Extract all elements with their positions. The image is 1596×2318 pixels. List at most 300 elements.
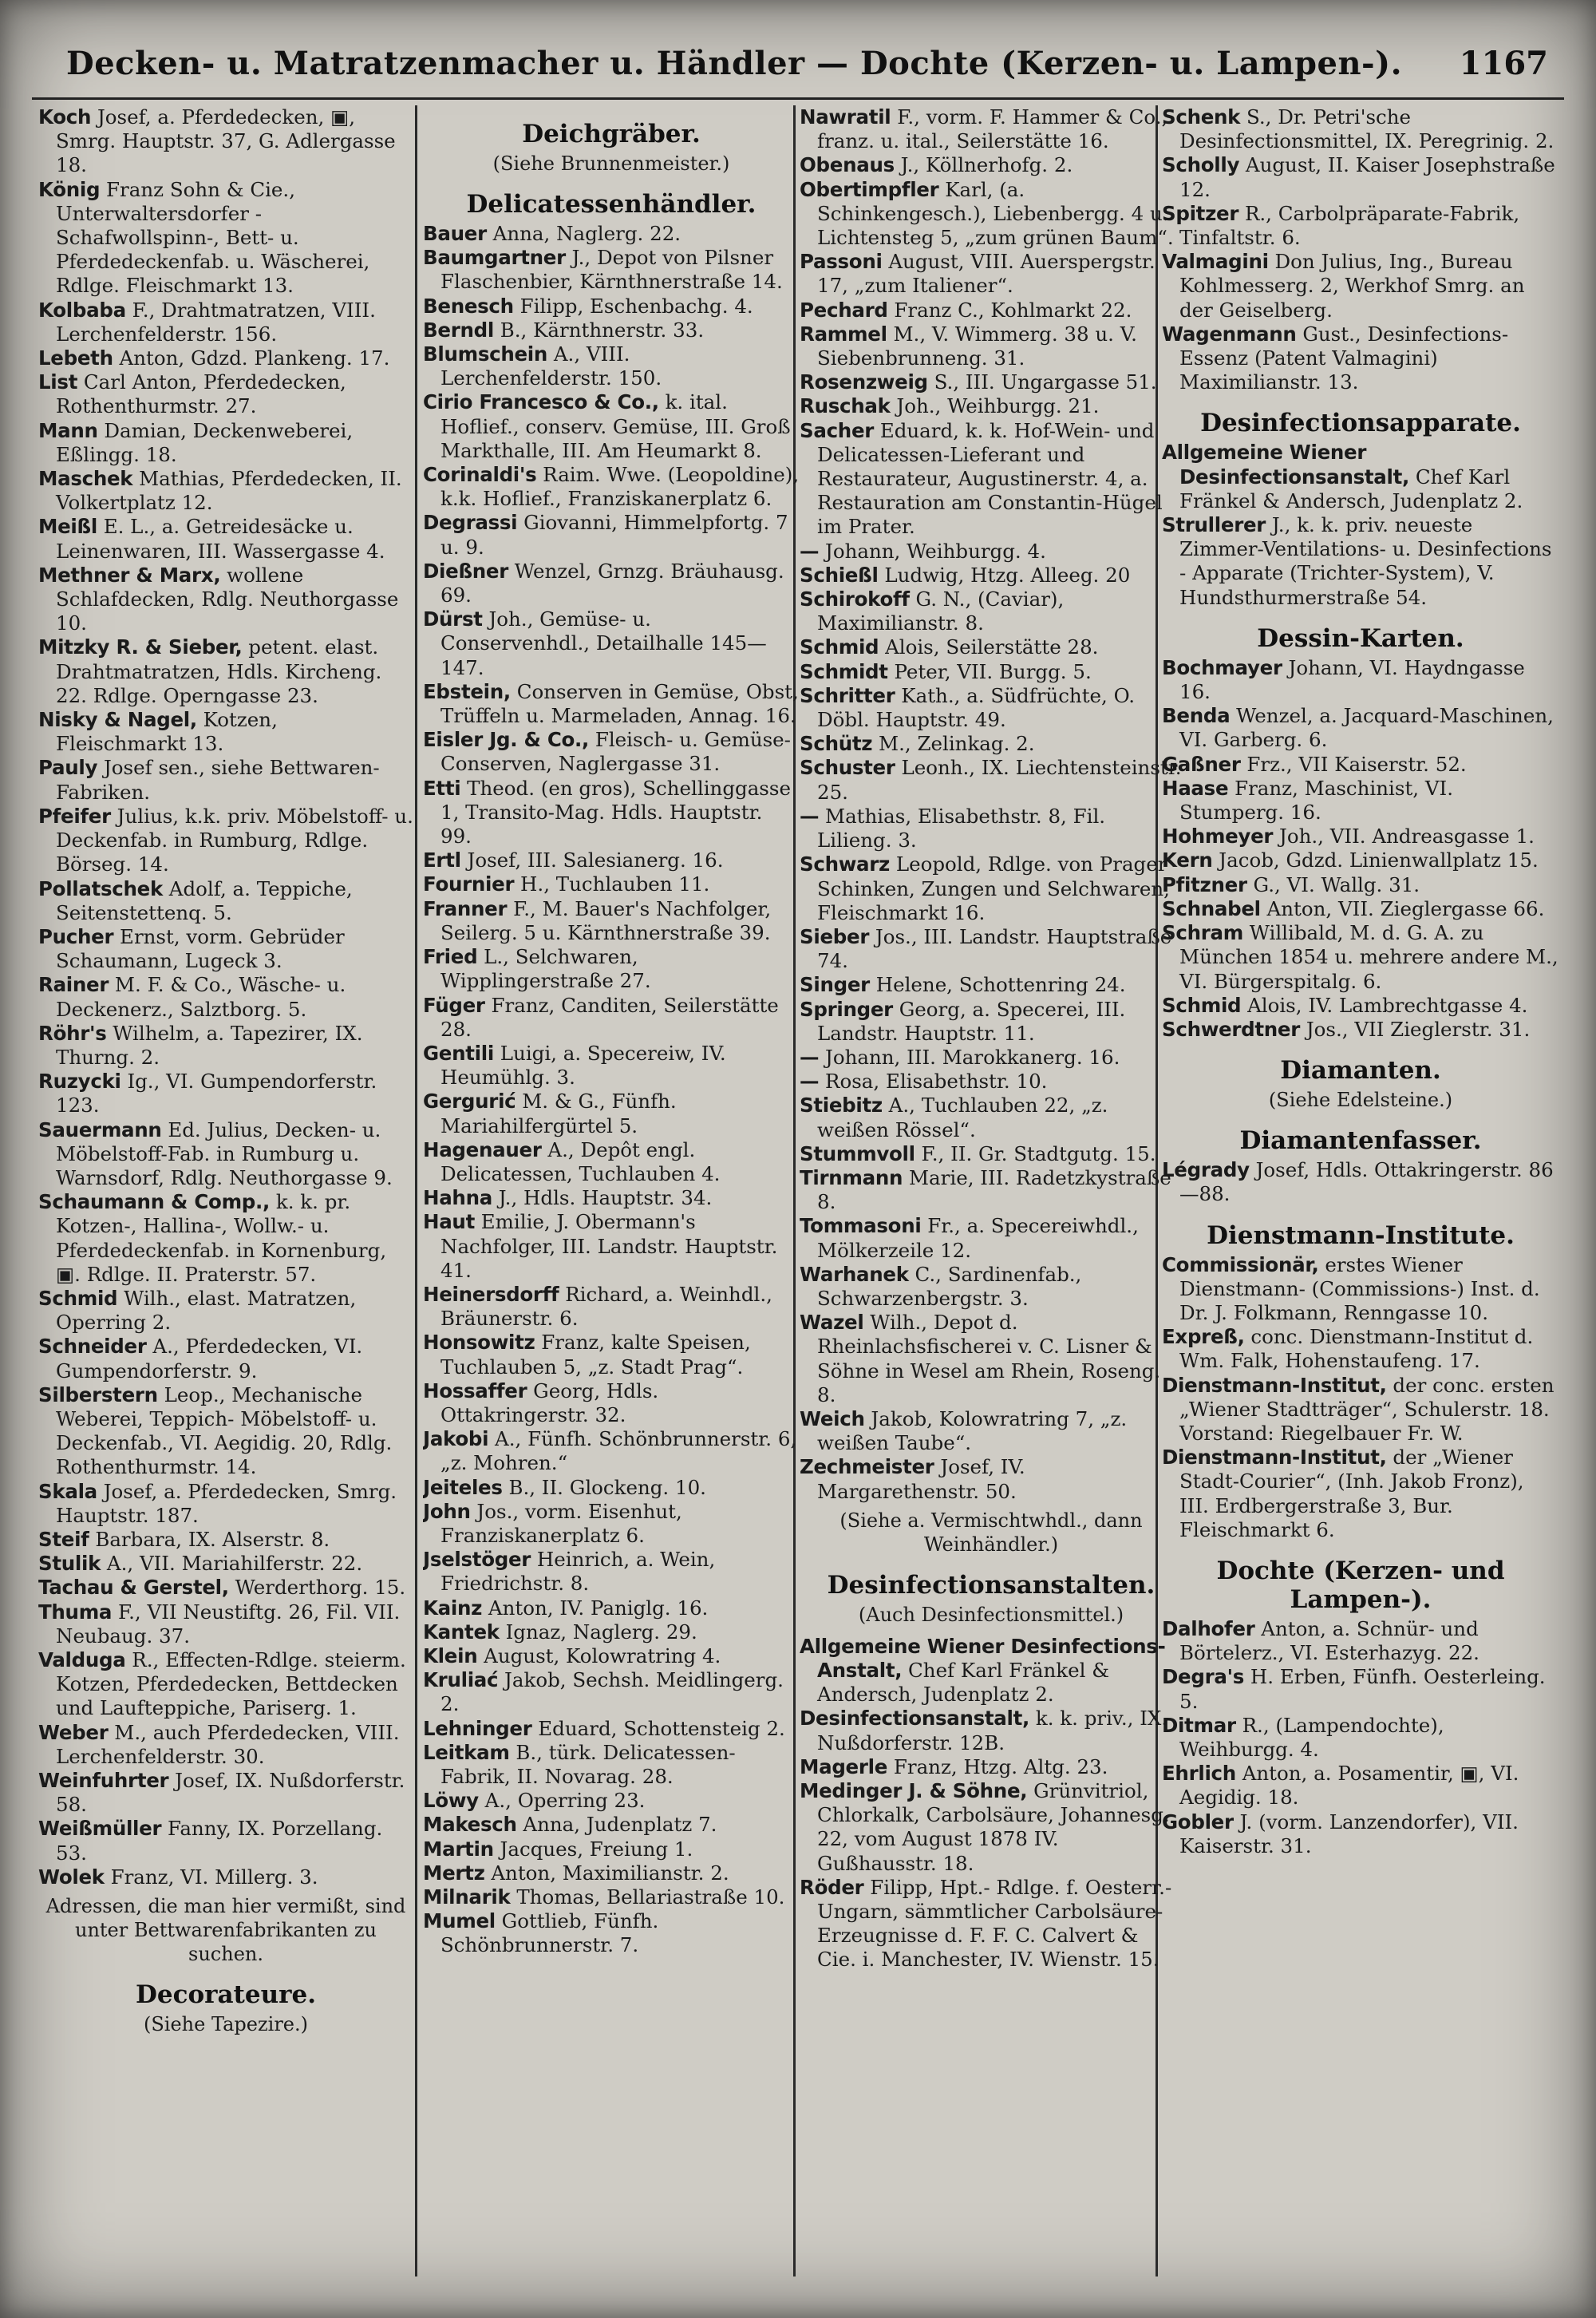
entry-name: Schuster xyxy=(800,756,895,780)
entry-name: Gergurić xyxy=(423,1090,516,1114)
entry-name: Schaumann & Comp., xyxy=(38,1190,271,1214)
entry-name: Ditmar xyxy=(1162,1713,1236,1737)
directory-note: Adressen, die man hier vermißt, sind unter Bettwarenfabrikanten zu suchen. xyxy=(45,1895,406,1966)
directory-entry xyxy=(38,1648,413,1721)
entry-details: Wilhelm, a. Tapezirer, IX. Thurng. 2. xyxy=(56,1021,363,1069)
entry-name: Weich xyxy=(800,1406,865,1430)
entry-name: Allgemeine Wiener Desinfectionsanstalt, xyxy=(1162,441,1410,489)
entry-name: Fried xyxy=(423,945,478,969)
entry-name: Wazel xyxy=(800,1311,864,1335)
entry-details: Anton, IV. Paniglg. 16. xyxy=(482,1596,709,1620)
entry-name: Berndl xyxy=(423,318,494,342)
entry-details: Alois, Seilerstätte 28. xyxy=(879,635,1099,659)
entry-name: Nisky & Nagel, xyxy=(38,708,197,732)
entry-details: Julius, k.k. priv. Möbelstoff- u. Deckenfab. in Rumburg, Rdlge. Börseg. 14. xyxy=(56,804,413,876)
section-heading: Diamanten. xyxy=(1280,1056,1441,1086)
entry-details: J., k. k. priv. neueste Zimmer-Ventilations- u. Desinfections - Apparate (Trichter-System), V. Hundsthurmerstraße 54. xyxy=(1179,513,1552,609)
entry-details: F., M. Bauer's Nachfolger, Seilerg. 5 u. Kärnthnerstraße 39. xyxy=(440,896,772,944)
entry-details: August, VIII. Auerspergstr. 17, „zum Italiener“. xyxy=(817,250,1156,298)
directory-note: (Siehe a. Vermischtwhdl., dann Weinhändler.) xyxy=(839,1509,1143,1556)
entry-details: Wenzel, Grnzg. Bräuhausg. 69. xyxy=(440,559,784,607)
directory-entry xyxy=(1162,656,1559,704)
directory-entry xyxy=(800,105,1183,153)
entry-details: A., Operring 23. xyxy=(478,1789,646,1813)
entry-name: Jselstöger xyxy=(423,1548,531,1572)
directory-entry xyxy=(1162,753,1559,777)
entry-name: Pollatschek xyxy=(38,876,163,900)
entry-name: Scholly xyxy=(1162,153,1240,177)
entry-details: petent. elast. Drahtmatratzen, Hdls. Kircheng. 22. Rdlge. Operngasse 23. xyxy=(56,635,382,707)
directory-entry xyxy=(423,1668,800,1716)
entry-name: Pfitzner xyxy=(1162,872,1247,896)
directory-entry xyxy=(423,295,800,318)
directory-entry xyxy=(423,1210,800,1283)
entry-details: Heinrich, a. Wein, Friedrichstr. 8. xyxy=(440,1548,716,1596)
entry-details: S., Dr. Petri'sche Desinfectionsmittel, IX. Peregrinig. 2. xyxy=(1179,105,1555,153)
directory-entry xyxy=(38,1022,413,1070)
entry-details: Franz, Canditen, Seilerstätte 28. xyxy=(440,993,779,1041)
entry-name: Jeiteles xyxy=(423,1475,503,1499)
entry-name: Bochmayer xyxy=(1162,655,1282,679)
entry-name: Springer xyxy=(800,997,893,1021)
entry-details: B., türk. Delicatessen-Fabrik, II. Novarag. 28. xyxy=(440,1740,736,1788)
directory-entry xyxy=(423,1138,800,1186)
directory-entry xyxy=(1162,921,1559,994)
entry-details: F., VII Neustiftg. 26, Fil. VII. Neubaug. 37. xyxy=(56,1600,401,1648)
entry-details: Anton, a. Schnür- und Börtelerz., VI. Esterhazyg. 22. xyxy=(1179,1616,1479,1665)
entry-details: Don Julius, Ing., Bureau Kohlmesserg. 2, Werkhof Smrg. an der Geiselberg. xyxy=(1179,250,1525,322)
directory-entry xyxy=(423,1741,800,1789)
directory-entry xyxy=(38,1335,413,1382)
entry-name: Weinfuhrter xyxy=(38,1769,169,1793)
entry-name: Pfeifer xyxy=(38,804,111,828)
directory-entry xyxy=(1162,1446,1559,1542)
directory-entry xyxy=(800,587,1183,635)
entry-details: Ernst, vorm. Gebrüder Schaumann, Lugeck 3. xyxy=(56,924,345,973)
directory-entry xyxy=(800,635,1183,659)
entry-name: Spitzer xyxy=(1162,201,1239,225)
directory-entry xyxy=(423,1427,800,1475)
entry-name: Schießl xyxy=(800,563,879,587)
entry-name: Martin xyxy=(423,1837,494,1861)
directory-entry xyxy=(1162,777,1559,825)
directory-entry xyxy=(1162,1810,1559,1858)
directory-entry xyxy=(38,1817,413,1865)
entry-name: Valduga xyxy=(38,1648,126,1671)
directory-entry xyxy=(800,419,1183,540)
entry-name: Eisler Jg. & Co., xyxy=(423,728,590,752)
entry-details: Mathias, Elisabethstr. 8, Fil. Lilieng. 3. xyxy=(817,804,1106,852)
entry-details: Josef, a. Pferdedecken, Smrg. Hauptstr. 187. xyxy=(56,1479,397,1527)
entry-details: Chef Karl Fränkel & Andersch, Judenplatz 2. xyxy=(817,1658,1110,1707)
entry-name: Steif xyxy=(38,1527,89,1551)
entry-details: Leop., Mechanische Weberei, Teppich- Möbelstoff- u. Deckenfab., VI. Aegidig. 20, Rdlg. Rothenthurmstr. 14. xyxy=(56,1382,393,1479)
directory-entry xyxy=(1162,1617,1559,1665)
entry-name: Baumgartner xyxy=(423,246,566,270)
entry-name: Röder xyxy=(800,1875,864,1899)
entry-name: Schmid xyxy=(800,635,879,659)
column-3 xyxy=(800,105,1183,2276)
entry-name: Blumschein xyxy=(423,342,548,366)
directory-entry xyxy=(423,1885,800,1909)
directory-entry xyxy=(423,945,800,993)
cross-reference: (Auch Desinfectionsmittel.) xyxy=(858,1603,1124,1626)
entry-details: Wilh., elast. Matratzen, Operring 2. xyxy=(56,1286,357,1335)
page-number: 1167 xyxy=(1459,45,1548,82)
directory-entry xyxy=(1162,994,1559,1018)
entry-name: Valmagini xyxy=(1162,250,1269,274)
entry-details: der conc. ersten „Wiener Stadtträger“, Schulerstr. 18. Vorstand: Riegelbauer Fr. W. xyxy=(1179,1373,1555,1445)
entry-name: Dießner xyxy=(423,559,509,583)
entry-name: Singer xyxy=(800,973,870,997)
entry-details: conc. Dienstmann-Institut d. Wm. Falk, Hohenstaufeng. 17. xyxy=(1179,1325,1534,1373)
entry-details: R., (Lampendochte), Weihburgg. 4. xyxy=(1179,1713,1444,1761)
directory-entry xyxy=(38,370,413,418)
directory-entry xyxy=(423,1909,800,1957)
entry-details: Mathias, Pferdedecken, II. Volkertplatz 12. xyxy=(56,467,402,515)
directory-entry xyxy=(38,1600,413,1648)
entry-name: Schnabel xyxy=(1162,896,1261,920)
directory-entry xyxy=(38,1383,413,1480)
entry-name: Ebstein, xyxy=(423,679,511,703)
entry-name: Mann xyxy=(38,418,98,442)
entry-details: k. ital. Hoflief., conserv. Gemüse, III. Groß Markthalle, III. Am Heumarkt 8. xyxy=(440,390,791,462)
directory-entry xyxy=(800,322,1183,370)
entry-details: R., Effecten-Rdlge. steierm. Kotzen, Pferdedecken, Bettdecken und Laufteppiche, Pariserg. 1. xyxy=(56,1648,406,1720)
directory-entry xyxy=(1162,1714,1559,1762)
directory-entry xyxy=(800,684,1183,732)
directory-entry xyxy=(800,1094,1183,1141)
directory-entry xyxy=(423,1331,800,1379)
entry-details: Joh., Weihburgg. 21. xyxy=(890,394,1100,418)
entry-name: Magerle xyxy=(800,1754,888,1778)
directory-entry xyxy=(423,1476,800,1500)
entry-details: A., Tuchlauben 22, „z. weißen Rössel“. xyxy=(817,1094,1108,1141)
directory-entry xyxy=(800,1263,1183,1311)
entry-details: k. k. pr. Kotzen-, Hallina-, Wollw.- u. Pferdedeckenfab. in Kornenburg, ▣. Rdlge. II. Praterstr. 57. xyxy=(56,1190,387,1286)
directory-entry xyxy=(1162,704,1559,752)
entry-details: Fanny, IX. Porzellang. 53. xyxy=(56,1817,383,1865)
directory-entry xyxy=(1162,1018,1559,1042)
directory-entry xyxy=(423,390,800,463)
directory-entry xyxy=(1162,1665,1559,1713)
entry-name: Methner & Marx, xyxy=(38,563,221,587)
entry-name: Desinfectionsanstalt, xyxy=(800,1707,1030,1731)
directory-entry xyxy=(800,805,1183,852)
entry-details: F., Drahtmatratzen, VIII. Lerchenfelderstr. 156. xyxy=(56,298,376,346)
entry-details: G., VI. Wallg. 31. xyxy=(1246,872,1420,896)
directory-entry xyxy=(38,1552,413,1576)
entry-name: Expreß, xyxy=(1162,1325,1245,1349)
entry-details: Jos., VII Zieglerstr. 31. xyxy=(1300,1017,1531,1041)
entry-details: H., Tuchlauben 11. xyxy=(514,872,710,896)
entry-name: Obertimpfler xyxy=(800,177,939,201)
entry-name: Allgemeine Wiener Desinfections-Anstalt, xyxy=(800,1634,1166,1682)
directory-entry xyxy=(423,1548,800,1596)
entry-details: Gust., Desinfections-Essenz (Patent Valmagini) Maximilianstr. 13. xyxy=(1179,322,1509,394)
directory-entry xyxy=(423,777,800,849)
entry-details: Theod. (en gros), Schellinggasse 1, Transito-Mag. Hdls. Hauptstr. 99. xyxy=(440,776,791,848)
directory-entry xyxy=(423,1042,800,1090)
entry-details: Grünvitriol, Chlorkalk, Carbolsäure, Johannesg. 22, vom August 1878 IV. Gußhausstr. 18. xyxy=(817,1779,1170,1875)
entry-details: Josef, a. Pferdedecken, ▣, Smrg. Hauptstr. 37, G. Adlergasse 18. xyxy=(56,105,396,177)
directory-entry xyxy=(423,1596,800,1620)
entry-details: Conserven in Gemüse, Obst, Trüffeln u. Marmeladen, Annag. 16. xyxy=(440,679,799,728)
entry-details: Giovanni, Himmelpfortg. 7 u. 9. xyxy=(440,511,788,559)
entry-name: Schmid xyxy=(1162,993,1242,1017)
directory-entry xyxy=(800,1455,1183,1503)
entry-name: Ruzycki xyxy=(38,1070,121,1094)
directory-entry xyxy=(423,1717,800,1741)
entry-name: Franner xyxy=(423,896,508,920)
directory-entry xyxy=(423,1090,800,1137)
entry-name: Stiebitz xyxy=(800,1094,883,1117)
entry-name: Schmid xyxy=(38,1286,118,1310)
directory-entry xyxy=(800,1166,1183,1214)
entry-details: Helene, Schottenring 24. xyxy=(869,973,1126,997)
directory-entry xyxy=(800,1311,1183,1407)
entry-name: Zechmeister xyxy=(800,1455,934,1479)
cross-reference: (Siehe Tapezire.) xyxy=(144,2013,308,2036)
entry-details: F., vorm. F. Hammer & Co., franz. u. ital., Seilerstätte 16. xyxy=(817,105,1168,153)
entry-details: Franz C., Kohlmarkt 22. xyxy=(887,298,1132,322)
directory-entry xyxy=(1162,825,1559,848)
entry-name: Strullerer xyxy=(1162,513,1266,537)
entry-name: Honsowitz xyxy=(423,1331,535,1355)
entry-name: Kantek xyxy=(423,1620,500,1644)
directory-entry xyxy=(38,805,413,877)
entry-name: — xyxy=(800,539,820,563)
entry-details: erstes Wiener Dienstmann- (Commissions-) Inst. d. Dr. J. Folkmann, Renngasse 10. xyxy=(1179,1252,1540,1324)
entry-name: Wagenmann xyxy=(1162,322,1297,346)
entry-details: Joh., VII. Andreasgasse 1. xyxy=(1273,825,1535,848)
directory-entry xyxy=(800,1407,1183,1455)
entry-details: Jakob, Kolowratring 7, „z. weißen Taube“. xyxy=(817,1406,1128,1455)
entry-details: Johann, Weihburgg. 4. xyxy=(819,539,1046,563)
section-heading: Desinfectionsapparate. xyxy=(1200,409,1521,438)
entry-name: Nawratil xyxy=(800,105,891,129)
directory-entry xyxy=(1162,513,1559,610)
directory-entry xyxy=(423,1789,800,1813)
directory-entry xyxy=(38,1576,413,1600)
entry-name: Sieber xyxy=(800,924,870,948)
entry-name: Kolbaba xyxy=(38,298,126,322)
entry-details: Anton, Maximilianstr. 2. xyxy=(484,1861,729,1885)
entry-name: Degra's xyxy=(1162,1665,1245,1689)
entry-details: der „Wiener Stadt-Courier“, (Inh. Jakob Fronz), III. Erdbergerstraße 3, Bur. Fleischmarkt 6. xyxy=(1179,1446,1524,1541)
entry-details: Werderthorg. 15. xyxy=(228,1576,406,1600)
entry-details: Ed. Julius, Decken- u. Möbelstoff-Fab. in Rumburg u. Warnsdorf, Rdlg. Neuthorgasse 9. xyxy=(56,1117,393,1189)
entry-details: Jos., III. Landstr. Hauptstraße 74. xyxy=(817,924,1172,973)
directory-entry xyxy=(800,1779,1183,1876)
entry-details: Fr., a. Specereiwhdl., Mölkerzeile 12. xyxy=(817,1214,1139,1262)
directory-entry xyxy=(423,1500,800,1548)
entry-details: k. k. priv., IX. Nußdorferstr. 12B. xyxy=(817,1707,1168,1754)
entry-details: G. N., (Caviar), Maximilianstr. 8. xyxy=(817,587,1065,635)
directory-entry xyxy=(1162,202,1559,250)
directory-entry xyxy=(800,540,1183,564)
entry-name: Benesch xyxy=(423,294,514,318)
directory-entry xyxy=(423,728,800,776)
directory-entry xyxy=(423,511,800,559)
entry-name: — xyxy=(800,1045,820,1069)
entry-name: König xyxy=(38,177,101,201)
entry-details: Ignaz, Naglerg. 29. xyxy=(499,1620,697,1644)
entry-details: Anna, Judenplatz 7. xyxy=(516,1813,717,1837)
entry-name: Haase xyxy=(1162,776,1229,800)
directory-entry xyxy=(423,1813,800,1837)
entry-name: Wolek xyxy=(38,1865,105,1889)
entry-details: Wenzel, a. Jacquard-Maschinen, VI. Garberg. 6. xyxy=(1179,704,1554,752)
entry-details: A., Pferdedecken, VI. Gumpendorferstr. 9. xyxy=(56,1335,363,1382)
directory-entry xyxy=(38,1528,413,1552)
entry-name: Schwarz xyxy=(800,852,891,876)
directory-entry xyxy=(423,1186,800,1210)
entry-details: A., Depôt engl. Delicatessen, Tuchlauben 4. xyxy=(440,1137,721,1185)
directory-entry xyxy=(1162,322,1559,395)
entry-name: Weißmüller xyxy=(38,1817,162,1841)
entry-name: Stummvoll xyxy=(800,1141,915,1165)
entry-details: J. (vorm. Lanzendorfer), VII. Kaiserstr. 31. xyxy=(1179,1810,1519,1857)
entry-name: Pauly xyxy=(38,756,98,780)
entry-name: Thuma xyxy=(38,1600,113,1624)
directory-entry xyxy=(38,105,413,178)
entry-details: Jakob, Sechsh. Meidlingerg. 2. xyxy=(440,1668,784,1716)
column-4 xyxy=(1162,105,1559,2276)
entry-name: Pucher xyxy=(38,924,114,948)
entry-name: Passoni xyxy=(800,250,883,274)
entry-details: Carl Anton, Pferdedecken, Rothenthurmstr. 27. xyxy=(56,370,346,418)
entry-name: Makesch xyxy=(423,1813,517,1837)
entry-details: Johann, VI. Haydngasse 16. xyxy=(1179,655,1525,704)
entry-details: Karl, (a. Schinkengesch.), Liebenbergg. 4 u. Lichtensteg 5, „zum grünen Baum“. xyxy=(817,177,1174,250)
entry-name: Hahna xyxy=(423,1186,492,1210)
entry-name: Silberstern xyxy=(38,1382,158,1406)
directory-entry xyxy=(800,564,1183,587)
directory-entry xyxy=(38,756,413,804)
directory-entry xyxy=(423,463,800,511)
entry-name: Dalhofer xyxy=(1162,1616,1255,1640)
section-heading: Dochte (Kerzen- und Lampen-). xyxy=(1216,1556,1505,1614)
entry-details: Anton, Gdzd. Plankeng. 17. xyxy=(113,346,390,370)
entry-details: L., Selchwaren, Wipplingerstraße 27. xyxy=(440,945,651,993)
section-heading: Delicatessenhändler. xyxy=(466,190,757,219)
directory-entry xyxy=(800,250,1183,298)
entry-details: Fleisch- u. Gemüse-Conserven, Naglergasse 31. xyxy=(440,728,791,776)
entry-name: Skala xyxy=(38,1479,97,1503)
directory-entry xyxy=(800,1755,1183,1779)
entry-name: Degrassi xyxy=(423,511,518,535)
entry-details: Joh., Gemüse- u. Conservenhdl., Detailhalle 145—147. xyxy=(440,607,767,679)
directory-entry xyxy=(423,560,800,607)
entry-name: — xyxy=(800,1070,820,1094)
entry-details: Kath., a. Südfrüchte, O. Döbl. Hauptstr. 49. xyxy=(817,683,1136,732)
directory-entry xyxy=(800,1707,1183,1754)
entry-name: Tommasoni xyxy=(800,1214,922,1238)
directory-entry xyxy=(423,1837,800,1861)
section-heading: Desinfectionsanstalten. xyxy=(827,1570,1156,1600)
entry-name: Rosenzweig xyxy=(800,370,928,394)
entry-name: Schram xyxy=(1162,921,1243,945)
entry-name: Röhr's xyxy=(38,1021,107,1045)
entry-details: Alois, IV. Lambrechtgasse 4. xyxy=(1241,993,1528,1017)
directory-entry xyxy=(38,178,413,299)
directory-entry xyxy=(423,318,800,342)
entry-name: Haut xyxy=(423,1210,475,1234)
directory-entry xyxy=(800,1635,1183,1707)
entry-name: Schmidt xyxy=(800,659,888,683)
entry-details: Josef sen., siehe Bettwaren-Fabriken. xyxy=(56,756,380,804)
entry-details: Ludwig, Htzg. Alleeg. 20 xyxy=(878,563,1131,587)
entry-details: Barbara, IX. Alserstr. 8. xyxy=(89,1527,330,1551)
entry-name: Medinger J. & Söhne, xyxy=(800,1779,1028,1802)
directory-entry xyxy=(800,178,1183,251)
entry-details: Anton, a. Posamentir, ▣, VI. Aegidig. 18. xyxy=(1179,1762,1519,1810)
entry-details: Damian, Deckenweberei, Eßlingg. 18. xyxy=(56,418,354,466)
directory-entry xyxy=(800,756,1183,804)
entry-name: Schwerdtner xyxy=(1162,1017,1301,1041)
directory-entry xyxy=(800,299,1183,322)
entry-name: Ertl xyxy=(423,848,461,872)
entry-details: Adolf, a. Teppiche, Seitenstettenq. 5. xyxy=(56,876,353,924)
entry-details: Jacob, Gdzd. Linienwallplatz 15. xyxy=(1212,848,1539,872)
entry-details: J., Köllnerhofg. 2. xyxy=(894,153,1073,177)
directory-entry xyxy=(1162,848,1559,872)
directory-entry xyxy=(800,153,1183,177)
entry-details: August, II. Kaiser Josephstraße 12. xyxy=(1179,153,1555,201)
directory-entry xyxy=(1162,153,1559,201)
entry-details: Rosa, Elisabethstr. 10. xyxy=(819,1070,1048,1094)
entry-name: Hagenauer xyxy=(423,1137,542,1161)
directory-entry xyxy=(38,299,413,346)
directory-entry xyxy=(423,607,800,680)
directory-entry xyxy=(38,1287,413,1335)
entry-name: Gobler xyxy=(1162,1810,1234,1833)
directory-entry xyxy=(38,419,413,467)
entry-details: Chef Karl Fränkel & Andersch, Judenplatz 2. xyxy=(1179,465,1523,512)
entry-name: Benda xyxy=(1162,704,1231,728)
section-heading: Diamantenfasser. xyxy=(1239,1126,1482,1156)
entry-name: List xyxy=(38,370,78,394)
entry-details: Leopold, Rdlge. von Prager Schinken, Zungen und Selchwaren, Fleischmarkt 16. xyxy=(817,852,1170,924)
entry-details: J., Depot von Pilsner Flaschenbier, Kärnthnerstraße 14. xyxy=(440,246,783,294)
entry-details: M., auch Pferdedecken, VIII. Lerchenfelderstr. 30. xyxy=(56,1720,400,1768)
entry-details: M. & G., Fünfh. Mariahilfergürtel 5. xyxy=(440,1090,677,1137)
entry-name: Heinersdorff xyxy=(423,1282,559,1306)
entry-name: Füger xyxy=(423,993,485,1017)
directory-entry xyxy=(1162,1253,1559,1326)
directory-entry xyxy=(1162,441,1559,513)
entry-details: Willibald, M. d. G. A. zu München 1854 u. mehrere andere M., VI. Bürgerspitalg. 6. xyxy=(1179,921,1558,993)
entry-details: A., Fünfh. Schönbrunnerstr. 6, „z. Mohren.“ xyxy=(440,1427,797,1475)
entry-details: Marie, III. Radetzkystraße 8. xyxy=(817,1165,1171,1214)
directory-entry xyxy=(423,1644,800,1668)
entry-name: Ruschak xyxy=(800,394,891,418)
directory-entry xyxy=(800,370,1183,394)
entry-details: Josef, IV. Margarethenstr. 50. xyxy=(817,1455,1025,1503)
directory-entry xyxy=(38,708,413,756)
entry-name: Dienstmann-Institut, xyxy=(1162,1373,1387,1397)
directory-entry xyxy=(38,925,413,973)
entry-details: Filipp, Hpt.- Rdlge. f. Oesterr.-Ungarn, sämmtlicher Carbolsäure-Erzeugnisse d. F. F. C. Calvert & Cie. i. Manchester, IV. Wienstr. 15. xyxy=(817,1875,1172,1972)
section-heading: Decorateure. xyxy=(135,1980,316,2010)
directory-entry xyxy=(38,1865,413,1889)
entry-name: Tachau & Gerstel, xyxy=(38,1576,229,1600)
entry-details: Wilh., Depot d. Rheinlachsfischerei v. C. Lisner & Söhne in Wesel am Rhein, Roseng. 8. xyxy=(817,1311,1161,1406)
entry-name: Fournier xyxy=(423,872,515,896)
page-title: Decken- u. Matratzenmacher u. Händler — Dochte (Kerzen- u. Lampen-). xyxy=(66,45,1402,82)
entry-name: Rainer xyxy=(38,973,109,997)
